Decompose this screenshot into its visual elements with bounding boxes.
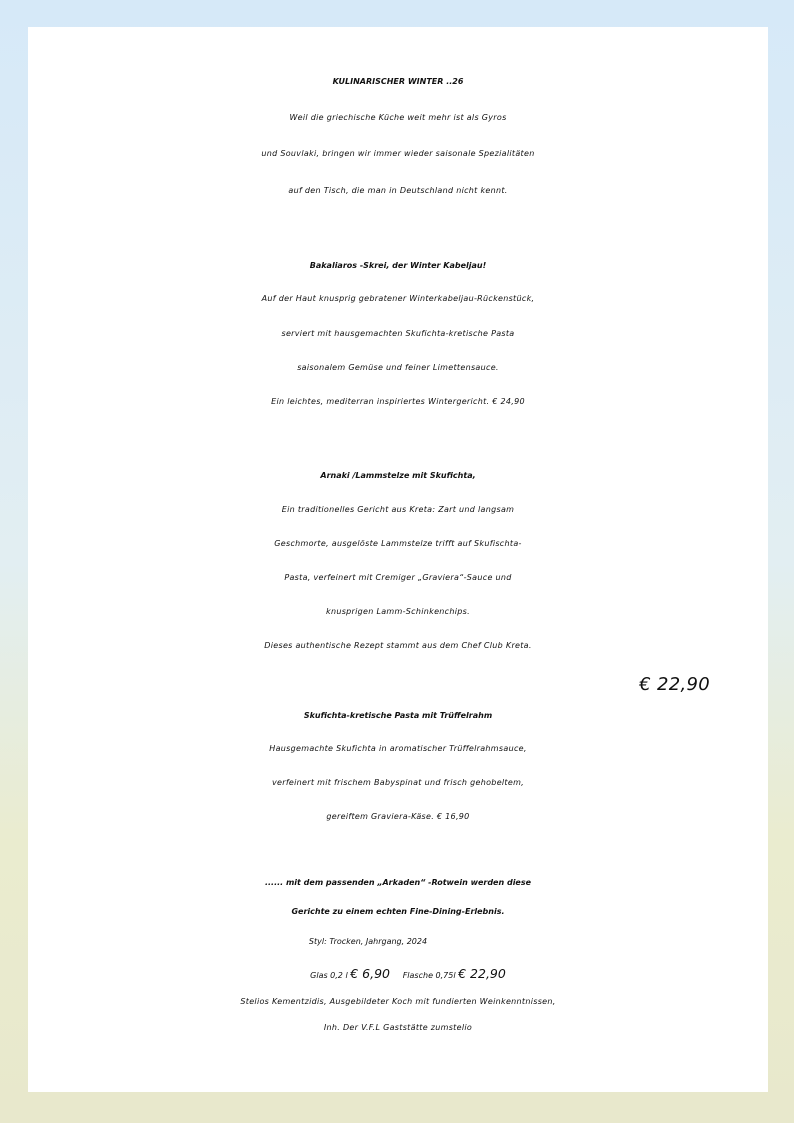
dish-description-line: serviert mit hausgemachten Skufichta-kretische Pasta xyxy=(281,329,515,338)
dish-description-line: gereiftem Graviera-Käse. € 16,90 xyxy=(326,812,470,821)
flasche-price: € 22,90 xyxy=(458,966,506,981)
dish-description-line: Ein traditionelles Gericht aus Kreta: Zart und langsam xyxy=(281,505,515,514)
dish-title-arnaki: Arnaki /Lammstelze mit Skufichta, xyxy=(320,471,476,480)
footer-chef: Stelios Kementzidis, Ausgebildeter Koch mit fundierten Weinkenntnissen, xyxy=(240,997,556,1006)
wine-prices xyxy=(38,968,778,981)
wine-style: Styl: Trocken, Jahrgang, 2024 xyxy=(308,937,428,946)
wine-note-line: Gerichte zu einem echten Fine-Dining-Erlebnis. xyxy=(291,907,505,916)
dish-description-line: Pasta, verfeinert mit Cremiger „Graviera“-Sauce und xyxy=(284,573,512,582)
glas-price: € 6,90 xyxy=(350,966,390,981)
dish-title-skufichta: Skufichta-kretische Pasta mit Trüffelrahm xyxy=(303,711,493,720)
menu-page xyxy=(28,27,768,1092)
dish-description-line: knusprigen Lamm-Schinkenchips. xyxy=(326,607,470,616)
footer-owner: Inh. Der V.F.L Gaststätte zumstelio xyxy=(323,1023,473,1032)
dish-description-line: verfeinert mit frischem Babyspinat und frisch gehobeltem, xyxy=(271,778,525,787)
flasche-label: Flasche 0,75l xyxy=(402,971,456,980)
intro-line: Weil die griechische Küche weit mehr ist als Gyros xyxy=(289,113,507,122)
dish-description-line: saisonalem Gemüse und feiner Limettensauce. xyxy=(297,363,499,372)
dish-price-arnaki: € 22,90 xyxy=(639,674,710,695)
intro-line: auf den Tisch, die man in Deutschland nicht kennt. xyxy=(288,186,508,195)
dish-description-line: Auf der Haut knusprig gebratener Winterkabeljau-Rückenstück, xyxy=(261,294,535,303)
wine-note-line: ...... mit dem passenden „Arkaden“ -Rotwein werden diese xyxy=(264,878,532,887)
dish-title-bakaliaros: Bakaliaros -Skrei, der Winter Kabeljau! xyxy=(309,261,487,270)
dish-description-line: Dieses authentische Rezept stammt aus dem Chef Club Kreta. xyxy=(264,641,532,650)
intro-line: und Souvlaki, bringen wir immer wieder saisonale Spezialitäten xyxy=(261,149,535,158)
glas-label: Glas 0,2 l xyxy=(310,971,348,980)
menu-title: KULINARISCHER WINTER ..26 xyxy=(332,77,464,86)
dish-description-line: Geschmorte, ausgelöste Lammstelze trifft auf Skufischta- xyxy=(274,539,522,548)
dish-description-line: Ein leichtes, mediterran inspiriertes Wintergericht. € 24,90 xyxy=(271,397,525,406)
dish-description-line: Hausgemachte Skufichta in aromatischer Trüffelrahmsauce, xyxy=(269,744,527,753)
